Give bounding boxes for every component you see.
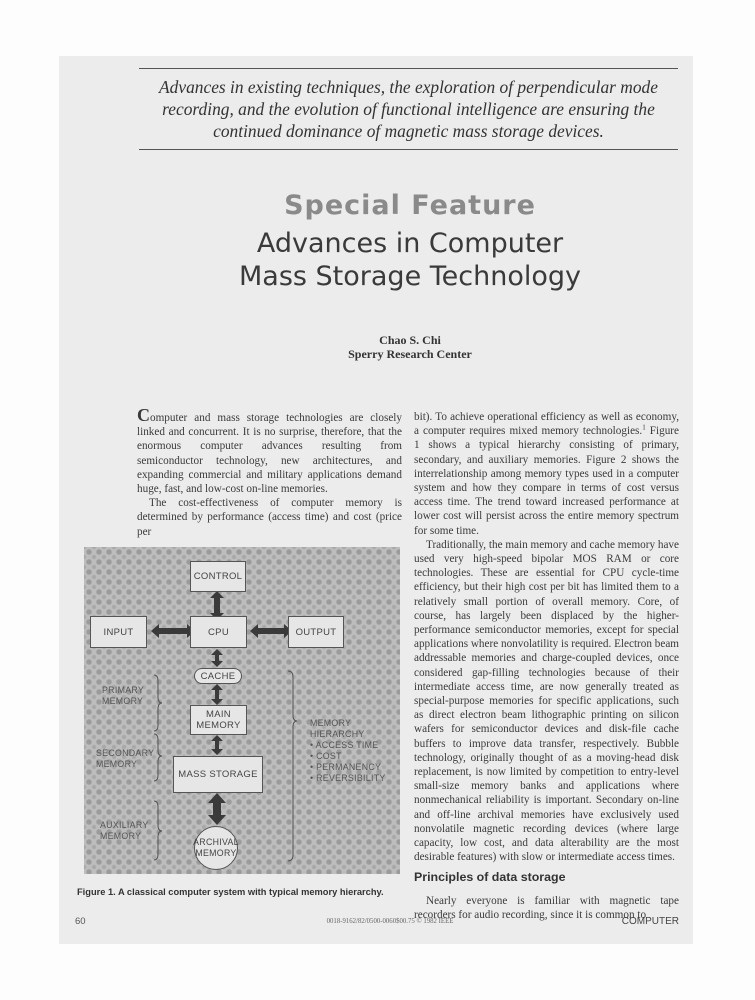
title-line-2: Mass Storage Technology [238,261,582,292]
hierarchy-item: • COST [310,751,342,761]
arrow-input-cpu [151,624,195,638]
memory-hierarchy-title: MEMORY HIERARCHY [310,718,365,739]
mass-storage-box: MASS STORAGE [173,756,263,793]
paragraph: Traditionally, the main memory and cache memory have used very high-speed bipolar MOS RAM or core technologies. These are essential for CPU cycle-time efficiency, but their high cost per bit has limited them to a relatively small portion of overall memory. Core, of course, has largely been displaced by the higher-performance semiconductor memories, except for special applications where nonvolatility is required. Electron beam addressable memories and charge-coupled devices, once considered gap-filling technologies because of their intermediate access time, are now generally treated as special-purpose memories for specific applications, such as direct electron beam lithographic printing on silicon wafers for semiconductor devices and disk-file cache buffers to improve data transfer, respectively. Bubble technology, originally thought of as a moving-head disk replacement, is now limited by competition to entry-level small-size memory banks and applications where nonmechanical reliability is important. Secondary on-line and off-line archival memories have exclusively used nonvolatile magnetic recording devices (where large capacity, low cost, and data alterability are the most desirable features) with slow or intermediate access times. [414,538,679,864]
paragraph: bit). To achieve operational efficiency as well as economy, a computer requires mixed memory technologies.$^1$ Figure 1 shows a typical hierarchy consisting of primary, secondary, and auxiliary memories. Figure 2 shows the interrelationship among memory types used in a computer system and how they compare in terms of cost versus access time. The trend toward increased performance at lower cost will persist across the entire memory spectrum for some time. [414,411,679,537]
figure-caption: Figure 1. A classical computer system with typical memory hierarchy. [77,887,384,897]
article-title [190,227,630,293]
memory-hierarchy-list [310,740,386,784]
title-line-1: Advances in Computer [256,228,564,259]
cache-box: CACHE [194,668,242,684]
brace-primary [154,675,162,731]
body-column-right [414,410,679,922]
arrow-cpu-output [250,624,292,638]
input-box: INPUT [90,616,147,648]
publication-name: COMPUTER [621,916,679,927]
top-rule [139,68,678,69]
primary-memory-label: PRIMARY MEMORY [102,685,145,706]
author-affiliation: Sperry Research Center [348,347,472,361]
auxiliary-memory-label: AUXILIARY MEMORY [100,820,149,841]
drop-cap: C [137,405,150,425]
reference-marker: 1 [642,423,646,432]
hierarchy-item: • PERMANENCY [310,762,382,772]
main-memory-box: MAIN MEMORY [190,705,247,735]
paragraph: The cost-effectiveness of computer memory is determined by performance (access time) and cost (price per [137,497,402,538]
author-name: Chao S. Chi [379,333,441,347]
byline [270,333,550,361]
arrow-mass-archival [208,793,226,825]
figure-memory-hierarchy [84,547,400,874]
brace-memory-hierarchy [288,671,297,861]
deck-bottom-rule [139,149,678,150]
hierarchy-item: • REVERSIBILITY [310,773,386,783]
paragraph: Computer and mass storage technologies are closely linked and concurrent. It is no surprise, therefore, that the enormous computer advances resulting from semiconductor technology, new architectures, and expanding commercial and military applications demand huge, fast, and low-cost on-line memories. [137,405,402,496]
arrow-cpu-cache [211,649,223,667]
hierarchy-item: • ACCESS TIME [310,740,379,750]
section-heading: Principles of data storage [414,869,566,884]
brace-auxiliary [154,801,162,860]
output-box: OUTPUT [288,616,344,648]
body-column-left [137,405,402,539]
arrow-cache-main [211,684,223,705]
article-deck: Advances in existing techniques, the exploration of perpendicular mode recording, and the evolution of functional intelligence are ensuring the continued dominance of magnetic mass storage devices. [159,77,658,141]
control-box: CONTROL [190,561,246,592]
section-kicker: Special Feature [284,190,536,221]
secondary-memory-label: SECONDARY MEMORY [96,748,155,769]
cpu-box: CPU [190,616,247,648]
paragraph: Nearly everyone is familiar with magnetic tape recorders for audio recording, since it is common to [414,894,679,921]
archival-memory-circle: ARCHIVAL MEMORY [194,826,238,870]
arrow-main-mass [211,735,223,755]
brace-secondary [154,734,162,781]
page-number: 60 [75,916,86,927]
copyright-code: 0018-9162/82/0500-0060$00.75 © 1982 IEEE [326,918,454,925]
